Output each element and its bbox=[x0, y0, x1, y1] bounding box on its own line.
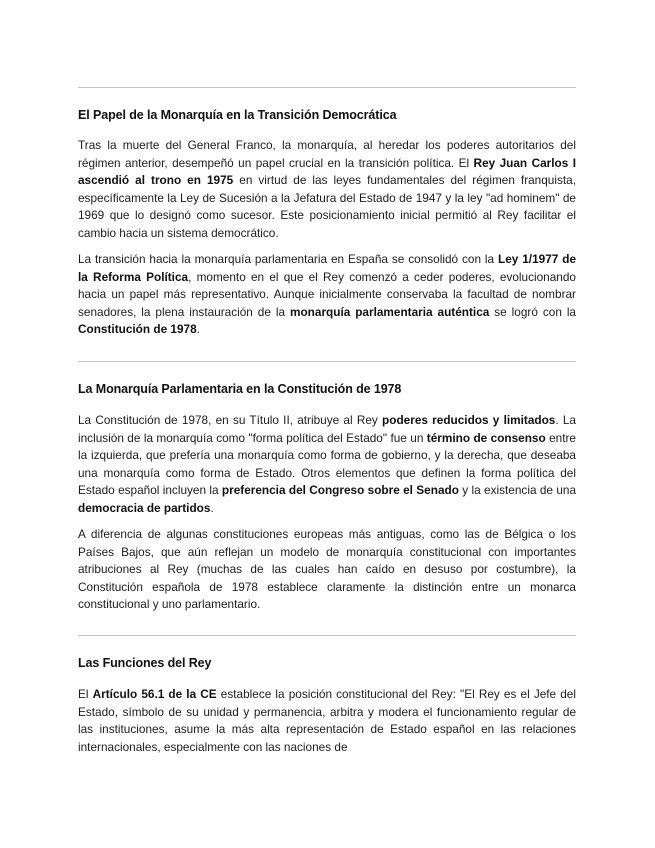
text-run: . bbox=[196, 322, 200, 336]
text-run: La transición hacia la monarquía parlamentaria en España se consolidó con la bbox=[78, 252, 499, 266]
section-heading-papel-monarquia: El Papel de la Monarquía en la Transición Democrática bbox=[78, 108, 397, 122]
text-run: y la existencia de una bbox=[458, 483, 576, 497]
bold-phrase: democracia de partidos bbox=[78, 500, 211, 515]
text-run: Tras la muerte del General Franco, la monarquía, al heredar los poderes autoritarios del régimen anterior, desempeñó un papel crucial en la transición política. El bbox=[78, 138, 576, 170]
section-divider bbox=[78, 361, 576, 362]
text-run: A diferencia de algunas constituciones europeas más antiguas, como las de Bélgica o los Países Bajos, que aún reflejan un modelo de monarquía constitucional con importantes atribuciones al Rey (muchas de las cuales han caído en desuso por costumbre), la Constitución española de 1978 establece claramente la distinción entre un monarca constitucional y uno parlamentario. bbox=[78, 527, 576, 611]
bold-phrase: monarquía parlamentaria auténtica bbox=[289, 304, 490, 319]
text-run: en virtud de las leyes fundamentales del régimen franquista, específicamente la Ley de Sucesión a la Jefatura del Estado de 1947 y la ley "ad hominem" de 1969 que lo designó como sucesor. Este posicionamiento inicial permitió al Rey facilitar el cambio hacia un sistema democrático. bbox=[78, 173, 576, 240]
text-run: . bbox=[210, 500, 214, 515]
text-run: El bbox=[78, 687, 93, 701]
bold-phrase: poderes reducidos y limitados bbox=[382, 413, 556, 427]
bold-phrase: Artículo 56.1 de la CE bbox=[92, 687, 217, 701]
bold-phrase: Rey Juan Carlos I ascendió al trono en 1975 bbox=[78, 155, 576, 187]
bold-phrase: término de consenso bbox=[426, 430, 546, 445]
paragraph bbox=[78, 412, 576, 517]
paragraph bbox=[78, 251, 576, 339]
section-divider bbox=[78, 87, 576, 88]
text-run: , momento en el que el Rey comenzó a ceder poderes, evolucionando hacia un papel más representativo. Aunque inicialmente conservaba la facultad de nombrar senadores, la plena instauración de la bbox=[78, 269, 576, 319]
section-heading-funciones-rey: Las Funciones del Rey bbox=[78, 656, 212, 670]
paragraph bbox=[78, 137, 576, 242]
text-run: La Constitución de 1978, en su Título II, atribuye al Rey bbox=[78, 413, 383, 427]
text-run: establece la posición constitucional del Rey: "El Rey es el Jefe del Estado, símbolo de su unidad y permanencia, arbitra y modera el funcionamiento regular de las instituciones, asume la más alta representación de Estado español en las relaciones internacionales, especialmente con las naciones de bbox=[78, 687, 576, 754]
paragraph bbox=[78, 686, 576, 756]
bold-phrase: Constitución de 1978 bbox=[78, 322, 197, 336]
text-run: entre la izquierda, que prefería una monarquía como forma de gobierno, y la derecha, que deseaba una monarquía como forma de Estado. Otros elementos que definen la forma política del Estado español incluyen la bbox=[78, 430, 576, 497]
bold-phrase: preferencia del Congreso sobre el Senado bbox=[221, 483, 459, 497]
text-run: . La inclusión de la monarquía como "forma política del Estado" fue un bbox=[78, 413, 576, 445]
paragraph bbox=[78, 526, 576, 614]
section-heading-monarquia-parlamentaria: La Monarquía Parlamentaria en la Constitución de 1978 bbox=[78, 382, 402, 396]
bold-phrase: Ley 1/1977 de la Reforma Política bbox=[78, 252, 576, 284]
section-divider bbox=[78, 635, 576, 636]
text-run: se logró con la bbox=[489, 304, 576, 319]
